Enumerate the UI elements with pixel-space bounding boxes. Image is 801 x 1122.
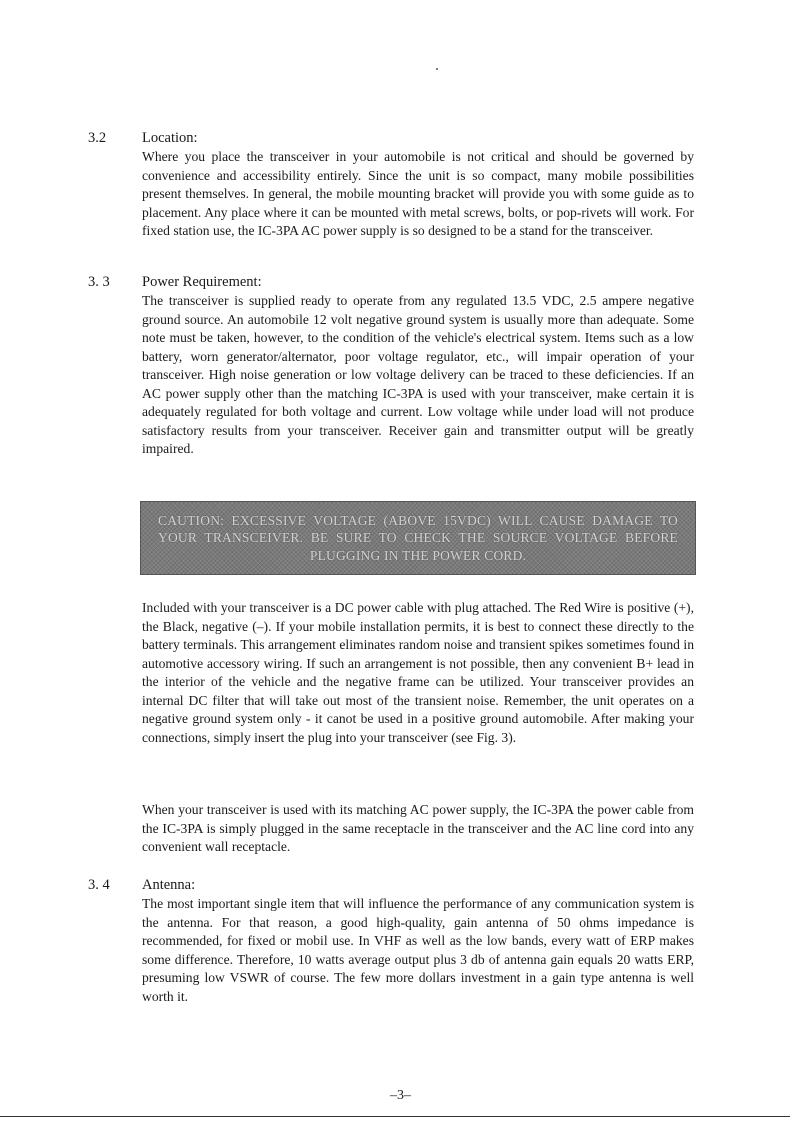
section-number: 3. 4 bbox=[88, 877, 110, 893]
page-number: –3– bbox=[390, 1088, 411, 1103]
paragraph: Where you place the transceiver in your automobile is not critical and should be governed by convenience and accessibility entirely. Since the unit is so compact, many mobile possibilities present themselves. In general, the mobile mounting bracket will provide you with some guide as to placement. Any place where it can be mounted with metal screws, bolts, or pop-rivets will work. For fixed station use, the IC-3PA AC power supply is so designed to be a stand for the transceiver. bbox=[142, 149, 694, 238]
section-number: 3. 3 bbox=[88, 274, 110, 290]
section-number: 3.2 bbox=[88, 130, 107, 146]
paragraph: The transceiver is supplied ready to operate from any regulated 13.5 VDC, 2.5 ampere negative ground source. An automobile 12 volt negative ground system is usually more than adequate. Some note must be taken, however, to the condition of the vehicle's electrical system. Items such as a low battery, worn generator/alternator, poor voltage regulator, etc., will impair operation of your transceiver. High noise generation or low voltage delivery can be traced to these deficiencies. If an AC power supply other than the matching IC-3PA is used with your transceiver, make certain it is adequately regulated for both voltage and current. Low voltage while under load will not produce satisfactory results from your transceiver. Receiver gain and transmitter output will be greatly impaired. bbox=[142, 293, 694, 456]
scan-speck bbox=[436, 68, 438, 70]
section-title: Antenna: bbox=[142, 877, 196, 893]
bottom-rule bbox=[0, 1116, 790, 1117]
caution-box bbox=[140, 501, 696, 575]
caution-text: CAUTION: EXCESSIVE VOLTAGE (ABOVE 15VDC) WILL CAUSE DAMAGE TO YOUR TRANSCEIVER. BE SURE TO CHECK THE SOURCE VOLTAGE BEFORE PLUGGING IN THE POWER CORD. bbox=[158, 512, 678, 563]
paragraph: Included with your transceiver is a DC power cable with plug attached. The Red Wire is positive (+), the Black, negative (–). If your mobile installation permits, it is best to connect these directly to the battery terminals. This arrangement eliminates random noise and transient spikes sometimes found in automotive accessory wiring. If such an arrangement is not possible, then any convenient B+ lead in the interior of the vehicle and the negative frame can be utilized. Your transceiver provides an internal DC filter that will take out most of the transient noise. Remember, the unit operates on a negative ground system only - it canot be used in a positive ground automobile. After making your connections, simply insert the plug into your transceiver (see Fig. 3). bbox=[142, 600, 694, 745]
section-title: Location: bbox=[142, 130, 198, 146]
section-title: Power Requirement: bbox=[142, 274, 262, 290]
paragraph: When your transceiver is used with its matching AC power supply, the IC-3PA the power cable from the IC-3PA is simply plugged in the same receptacle in the transceiver and the AC line cord into any convenient wall receptacle. bbox=[142, 802, 694, 854]
paragraph: The most important single item that will influence the performance of any communication system is the antenna. For that reason, a good high-quality, gain antenna of 50 ohms impedance is recommended, for fixed or mobil use. In VHF as well as the low bands, every watt of ERP makes some difference. Therefore, 10 watts average output plus 3 db of antenna gain equals 20 watts ERP, presuming low VSWR of course. The few more dollars investment in a gain type antenna is well worth it. bbox=[142, 896, 694, 1004]
